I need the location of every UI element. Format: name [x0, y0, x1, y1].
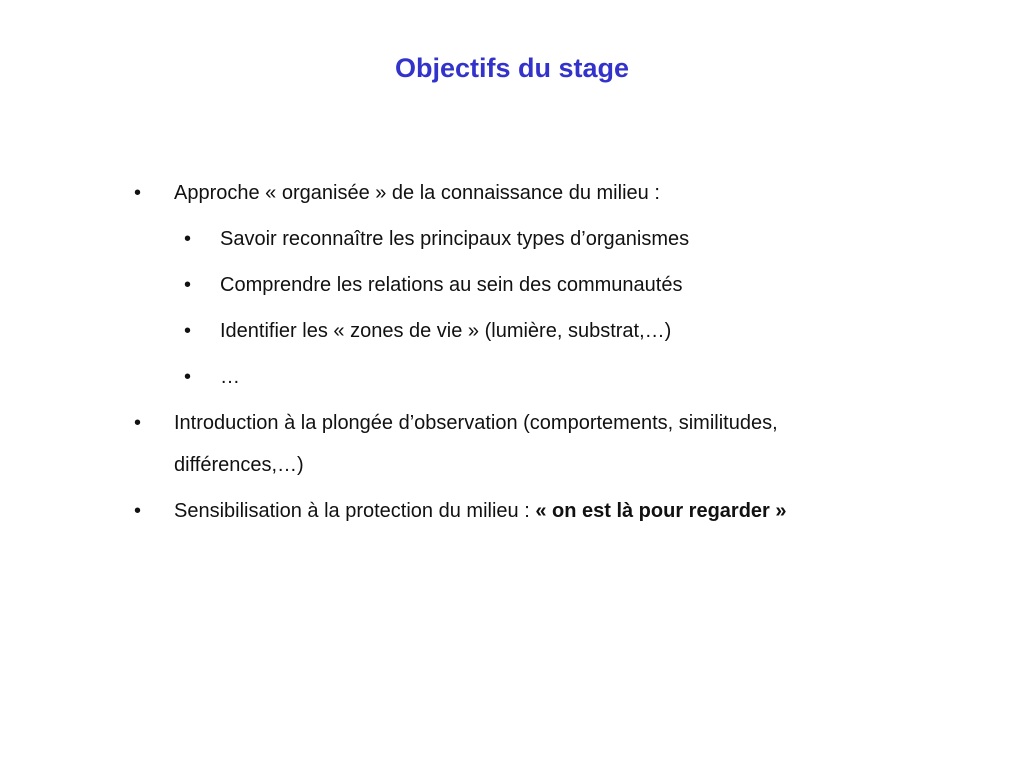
list-item-text: Introduction à la plongée d’observation (comportements, similitudes, différences,…)	[174, 412, 778, 476]
emphasis-text: « on est là pour regarder »	[535, 500, 787, 522]
list-item-text: Comprendre les relations au sein des communautés	[220, 274, 683, 296]
bullet-icon: •	[134, 412, 142, 434]
bullet-icon: •	[184, 228, 192, 250]
bullet-icon: •	[184, 320, 192, 342]
list-item-text: Savoir reconnaître les principaux types d’organismes	[220, 228, 690, 250]
bullet-icon: •	[184, 274, 192, 296]
list-item-text: Approche « organisée » de la connaissance du milieu :	[174, 182, 660, 204]
bullet-icon: •	[134, 500, 142, 522]
slide-title: Objectifs du stage	[394, 53, 630, 83]
bullet-icon: •	[184, 366, 192, 388]
list-item-text	[174, 490, 894, 532]
list-item-text: Identifier les « zones de vie » (lumière, substrat,…)	[220, 320, 672, 342]
list-item-text: …	[220, 366, 240, 388]
list-item-text-part: Sensibilisation à la protection du milieu :	[174, 500, 536, 522]
bullet-icon: •	[134, 182, 142, 204]
